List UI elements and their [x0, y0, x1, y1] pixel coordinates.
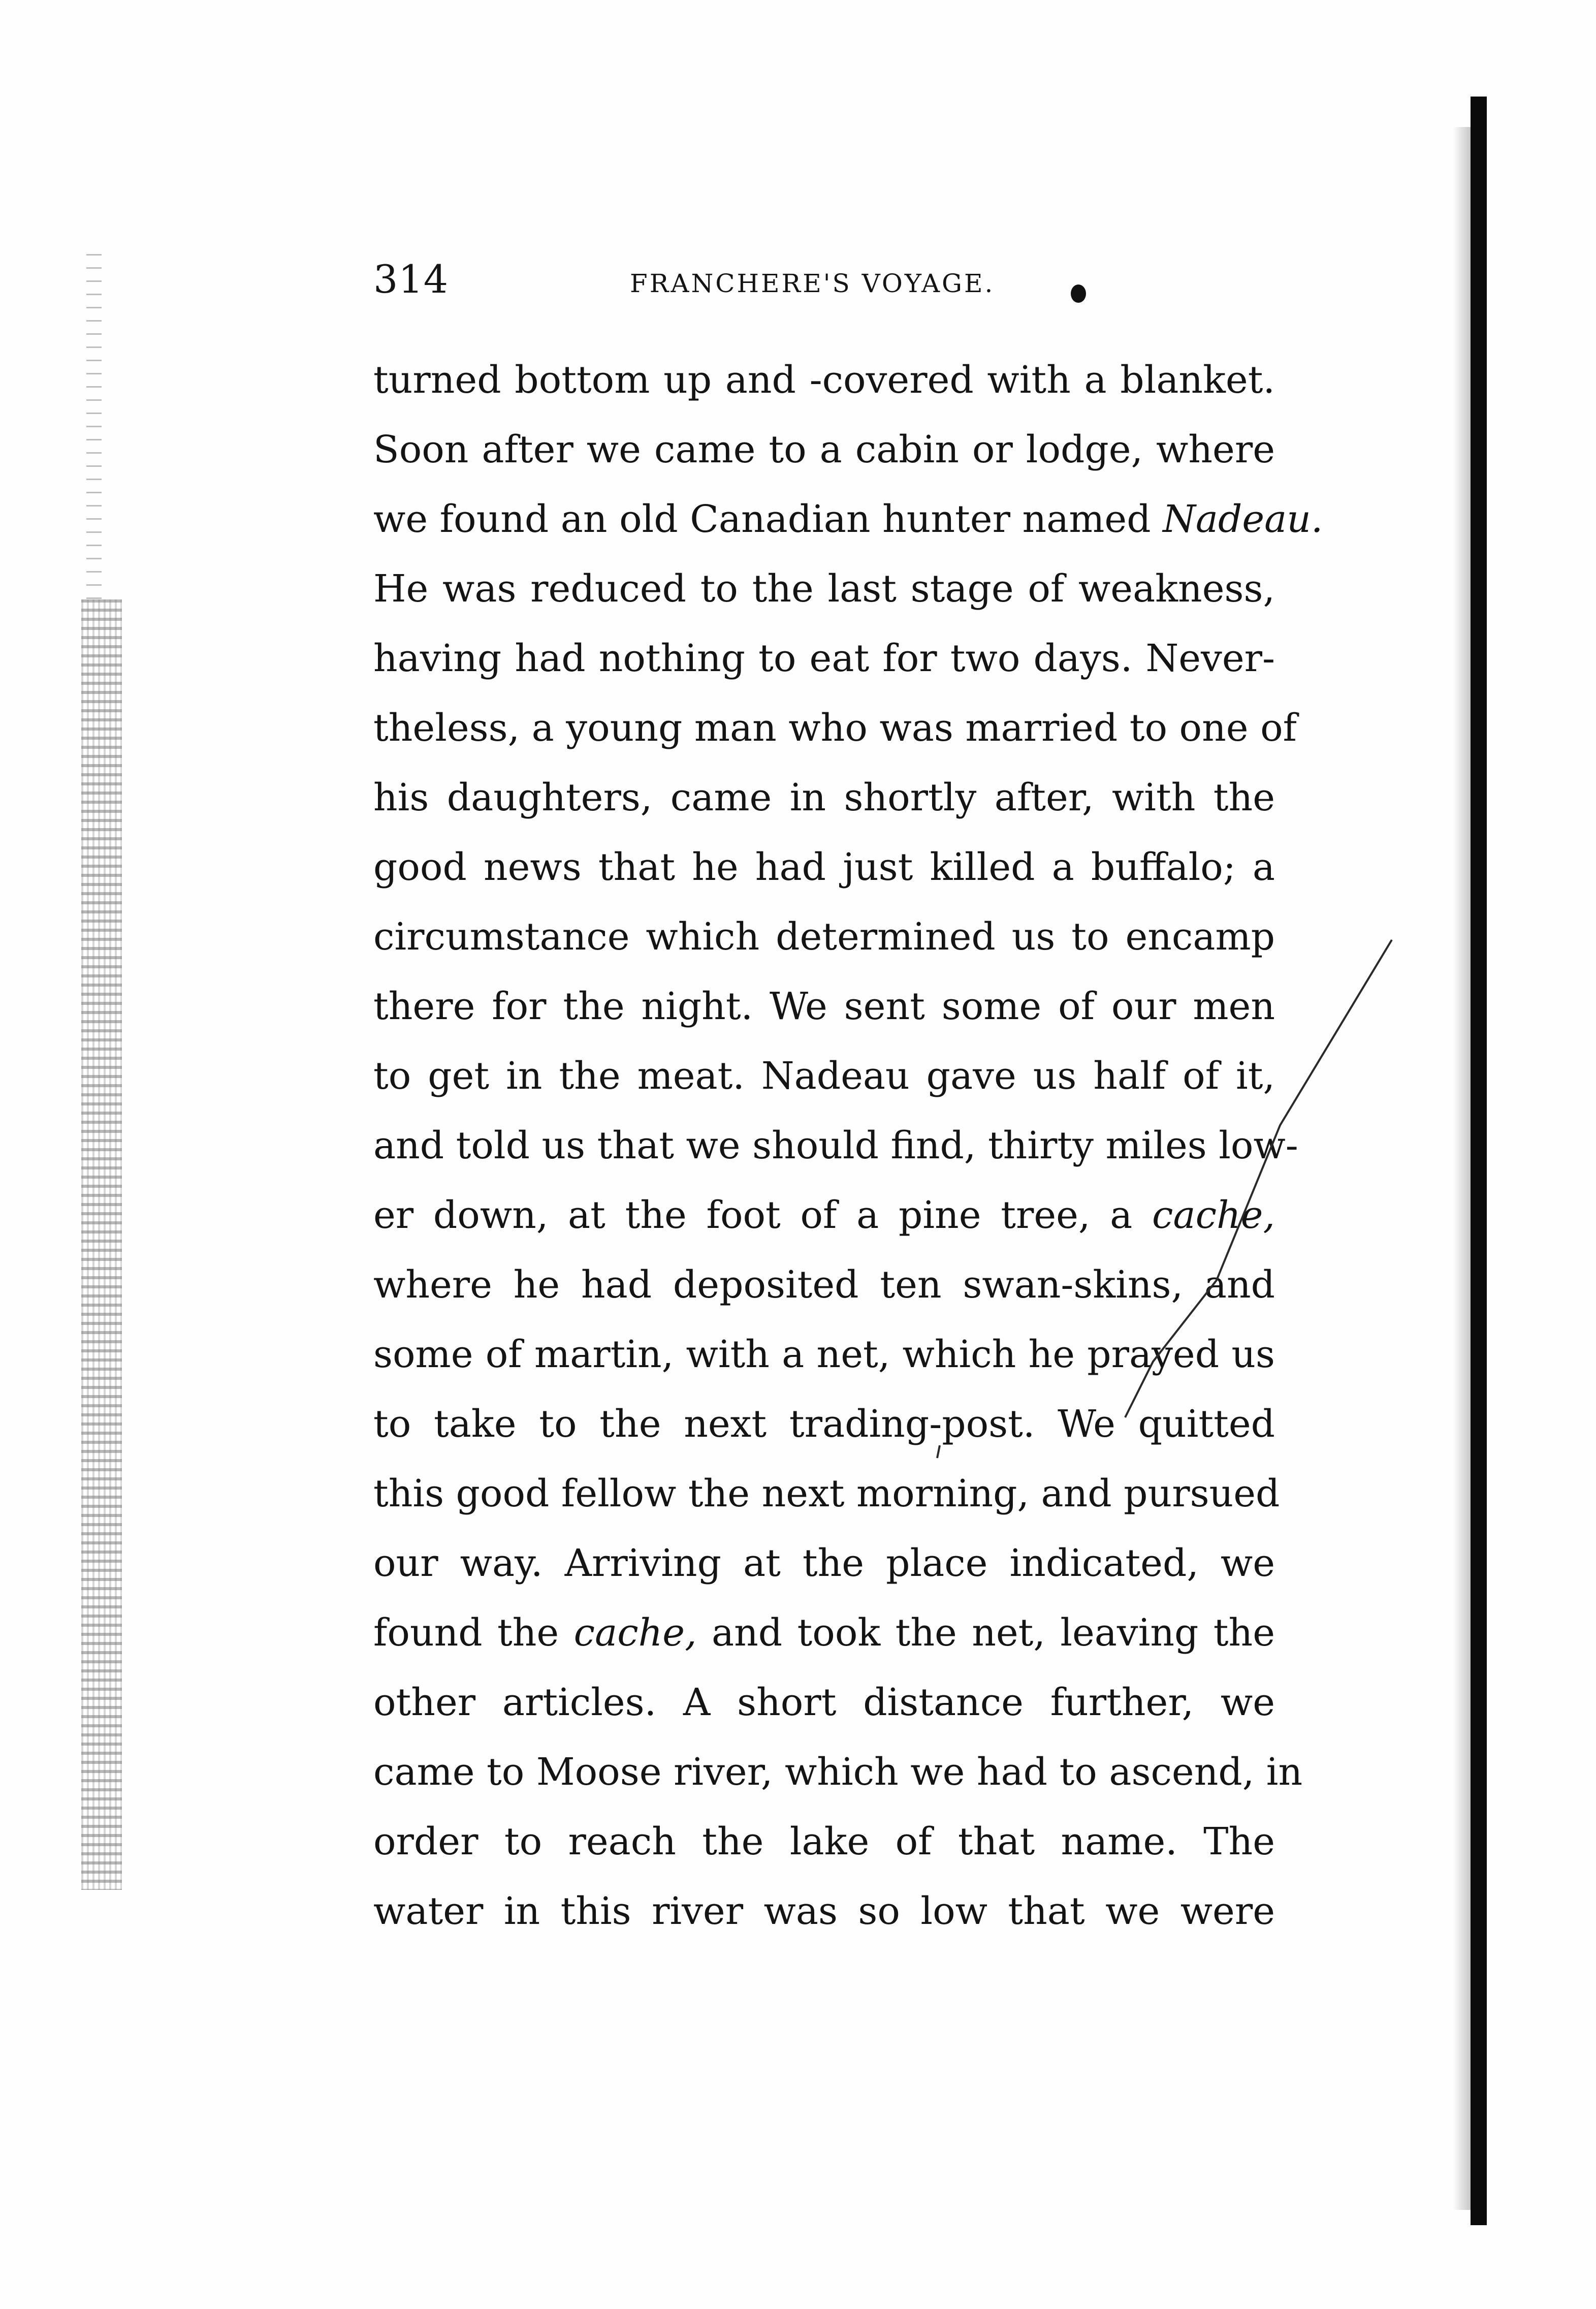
text-line: this good fellow the next morning, and pursued — [373, 1472, 1280, 1515]
body-text — [373, 345, 1323, 1946]
text-line: water in this river was so low that we were — [373, 1889, 1275, 1933]
running-head: FRANCHERE'S VOYAGE. — [630, 269, 995, 298]
binding-shadow-gradient — [1453, 127, 1473, 2210]
text-segment: and took the net, leaving the — [696, 1611, 1275, 1655]
italic-word: cache, — [1152, 1193, 1275, 1237]
text-line: having had nothing to eat for two days. Never- — [373, 637, 1275, 680]
text-line: other articles. A short distance further, we — [373, 1681, 1275, 1724]
scan-noise-left — [81, 599, 122, 1890]
text-line — [373, 1181, 1275, 1250]
italic-name: Nadeau. — [1163, 497, 1323, 541]
text-line — [373, 1598, 1275, 1668]
text-line: where he had deposited ten swan-skins, and — [373, 1263, 1275, 1307]
text-line: came to Moose river, which we had to ascend, in — [373, 1750, 1303, 1794]
text-segment: found the — [373, 1611, 574, 1655]
text-line: to get in the meat. Nadeau gave us half of it, — [373, 1054, 1275, 1098]
scan-noise-upper — [86, 254, 102, 599]
text-line: good news that he had just killed a buffalo; a — [373, 845, 1275, 889]
page-header — [373, 251, 1278, 307]
text-line: order to reach the lake of that name. The — [373, 1820, 1275, 1863]
text-line: turned bottom up and -covered with a blanket. — [373, 358, 1275, 402]
text-line: some of martin, with a net, which he prayed us — [373, 1333, 1275, 1376]
text-segment: we found an old Canadian hunter named — [373, 497, 1163, 541]
binding-shadow — [1471, 97, 1487, 2225]
italic-word: cache, — [573, 1611, 697, 1655]
text-line — [373, 485, 1323, 554]
text-line: to take to the next trading-post. We quitted — [373, 1402, 1275, 1446]
text-line: circumstance which determined us to encamp — [373, 915, 1275, 959]
text-line: theless, a young man who was married to one of — [373, 706, 1297, 750]
text-line: his daughters, came in shortly after, with the — [373, 776, 1275, 819]
page-number: 314 — [373, 257, 449, 302]
text-line: He was reduced to the last stage of weakness, — [373, 567, 1275, 611]
text-line: and told us that we should find, thirty miles low- — [373, 1124, 1298, 1167]
text-line: there for the night. We sent some of our men — [373, 985, 1275, 1028]
ink-blot — [1071, 284, 1086, 303]
text-line: Soon after we came to a cabin or lodge, where — [373, 428, 1275, 471]
text-line: our way. Arriving at the place indicated, we — [373, 1541, 1275, 1585]
text-segment: er down, at the foot of a pine tree, a — [373, 1193, 1153, 1237]
